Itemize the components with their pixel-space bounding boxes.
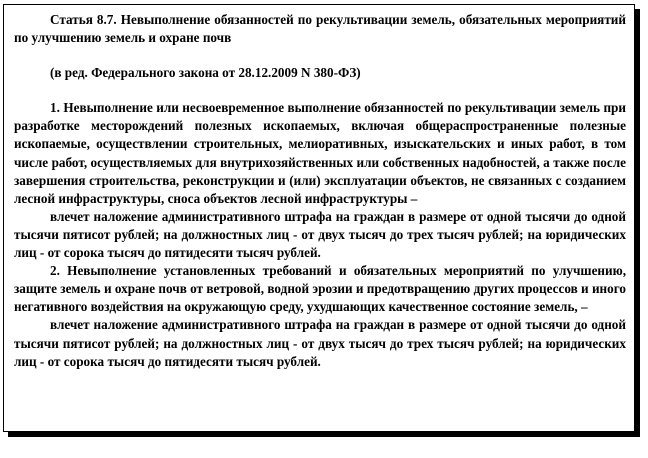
- article-title: Статья 8.7. Невыполнение обязанностей по рекультивации земель, обязательных мероприятий по улучшению земель и охране почв: [14, 12, 626, 46]
- document-body: [14, 11, 626, 371]
- document-frame: [3, 4, 635, 432]
- edition-note: (в ред. Федерального закона от 28.12.2009 N 380-ФЗ): [50, 65, 361, 81]
- penalty-paragraph-1: влечет наложение административного штрафа на граждан в размере от одной тысячи до одной тысячи пятисот рублей; на должностных лиц - от двух тысяч до трех тысяч рублей; на юридических лиц - от сорока тысяч до пятидесяти тысяч рублей.: [14, 208, 626, 261]
- paragraph-2: 2. Невыполнение установленных требований и обязательных мероприятий по улучшению, защите земель и охране почв от ветровой, водной эрозии и предотвращению других процессов и иного негативного воздействия на окружающую среду, ухудшающих качественное состояние земель, –: [14, 263, 626, 315]
- paragraph-1: 1. Невыполнение или несвоевременное выполнение обязанностей по рекультивации земель при разработке месторождений полезных ископаемых, включая общераспространенные полезные ископаемые, осуществлении строительных, мелиоративных, изыскательских и иных работ, в том числе работ, осуществляемых для внутрихозяйственных или собственных надобностей, а также после завершения строительства, реконструкции и (или) эксплуатации объектов, не связанных с созданием лесной инфраструктуры, сноса объектов лесной инфраструктуры –: [14, 100, 626, 206]
- penalty-paragraph-2: влечет наложение административного штрафа на граждан в размере от одной тысячи до одной тысячи пятисот рублей; на должностных лиц - от двух тысяч до трех тысяч рублей; на юридических лиц - от сорока тысяч до пятидесяти тысяч рублей.: [14, 317, 626, 369]
